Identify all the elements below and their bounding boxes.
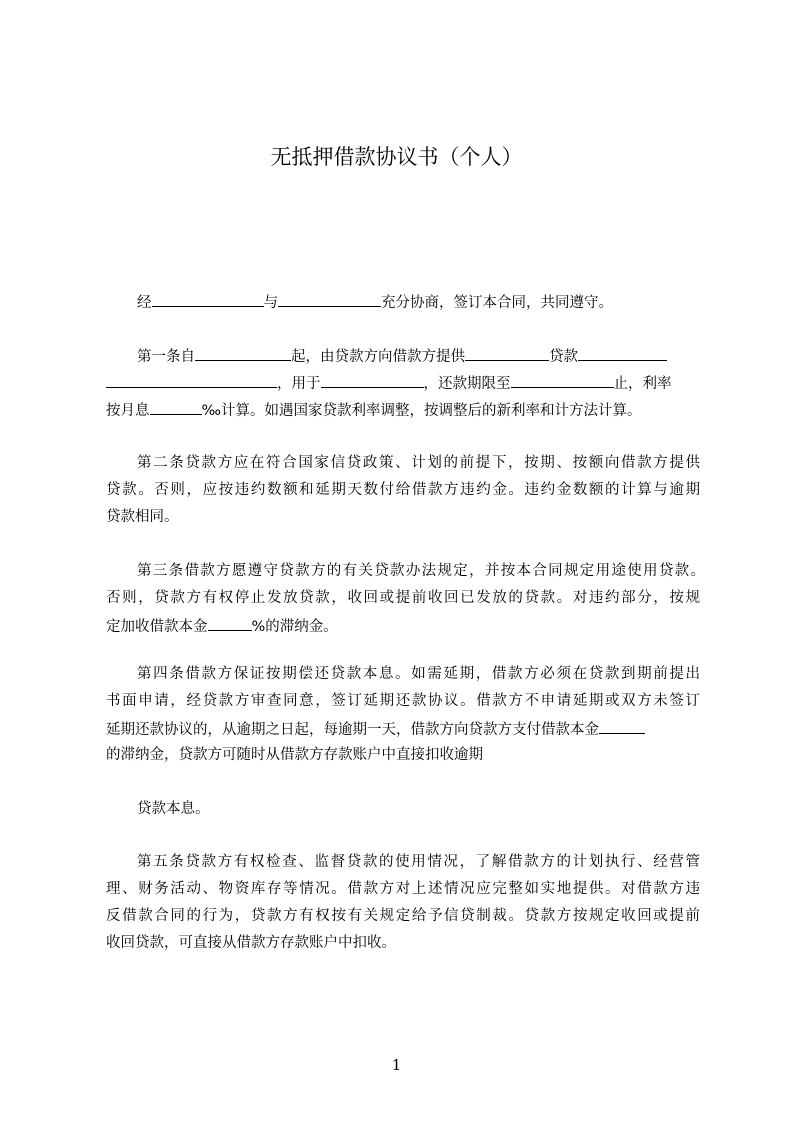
article1-text: 起，由贷款方向借款方提供 — [291, 349, 465, 365]
article1-text: ，还款期限至 — [423, 376, 511, 392]
article1-line-3 — [106, 399, 641, 421]
intro-text-1: 经 — [137, 295, 152, 311]
article2-line-1: 第二条贷款方应在符合国家信贷政策、计划的前提下，按期、按额向借款方提供 — [137, 455, 700, 471]
purpose-blank — [321, 372, 424, 388]
article4-line-3 — [106, 718, 645, 740]
monthly-rate-blank — [150, 399, 202, 415]
intro-paragraph — [137, 291, 613, 313]
party-b-blank — [278, 291, 381, 307]
article3-line-2: 否则，贷款方有权停止发放贷款，收回或提前收回已发放的贷款。对违约部分，按规 — [106, 590, 700, 606]
article1-line-1 — [137, 345, 667, 367]
article1-text: ，用于 — [277, 376, 321, 392]
intro-text-2: 与 — [263, 295, 278, 311]
loan-amount-blank-cont — [106, 372, 277, 388]
article1-text: 贷款 — [549, 349, 578, 365]
article5-line-4: 收回贷款，可直接从借款方存款账户中扣收。 — [106, 935, 396, 951]
start-date-blank — [195, 345, 291, 361]
article4-line-2: 书面申请，经贷款方审查同意，签订延期还款协议。借款方不申请延期或双方未签订 — [106, 693, 700, 709]
loan-amount-blank — [578, 345, 667, 361]
article1-line-2 — [106, 372, 672, 394]
party-a-blank — [152, 291, 264, 307]
article4-line-1: 第四条借款方保证按期偿还贷款本息。如需延期，借款方必须在贷款到期前提出 — [137, 666, 700, 682]
article3-text: %的滞纳金。 — [251, 619, 338, 635]
late-fee-rate-blank — [208, 615, 252, 631]
article1-text: 止，利率 — [613, 376, 672, 392]
article4-line-5: 贷款本息。 — [137, 801, 210, 817]
article3-line-1: 第三条借款方愿遵守贷款方的有关贷款办法规定，并按本合同规定用途使用贷款。 — [137, 563, 705, 579]
page-number: 1 — [391, 1056, 402, 1074]
article1-text: 按月息 — [106, 403, 150, 419]
article3-line-3 — [106, 615, 338, 637]
article2-line-3: 贷款相同。 — [106, 509, 179, 525]
overdue-fee-blank — [599, 718, 645, 734]
article1-text: ‰计算。如遇国家贷款利率调整，按调整后的新利率和计方法计算。 — [201, 403, 642, 419]
loan-type-blank — [465, 345, 549, 361]
article1-text: 第一条自 — [137, 349, 195, 365]
article4-text: 延期还款协议的，从逾期之日起，每逾期一天，借款方向贷款方支付借款本金 — [106, 722, 599, 738]
document-title: 无抵押借款协议书（个人） — [270, 145, 523, 169]
intro-text-3: 充分协商，签订本合同，共同遵守。 — [381, 295, 613, 311]
article5-line-1: 第五条贷款方有权检查、监督贷款的使用情况，了解借款方的计划执行、经营管 — [137, 854, 700, 870]
article4-line-4: 的滞纳金，贷款方可随时从借款方存款账户中直接扣收逾期 — [106, 747, 483, 763]
repayment-date-blank — [511, 372, 614, 388]
article2-line-2: 贷款。否则，应按违约数额和延期天数付给借款方违约金。违约金数额的计算与逾期 — [106, 482, 700, 498]
article3-text: 定加收借款本金 — [106, 619, 208, 635]
article5-line-2: 理、财务活动、物资库存等情况。借款方对上述情况应完整如实地提供。对借款方违 — [106, 881, 700, 897]
article5-line-3: 反借款合同的行为，贷款方有权按有关规定给予信贷制裁。贷款方按规定收回或提前 — [106, 908, 700, 924]
